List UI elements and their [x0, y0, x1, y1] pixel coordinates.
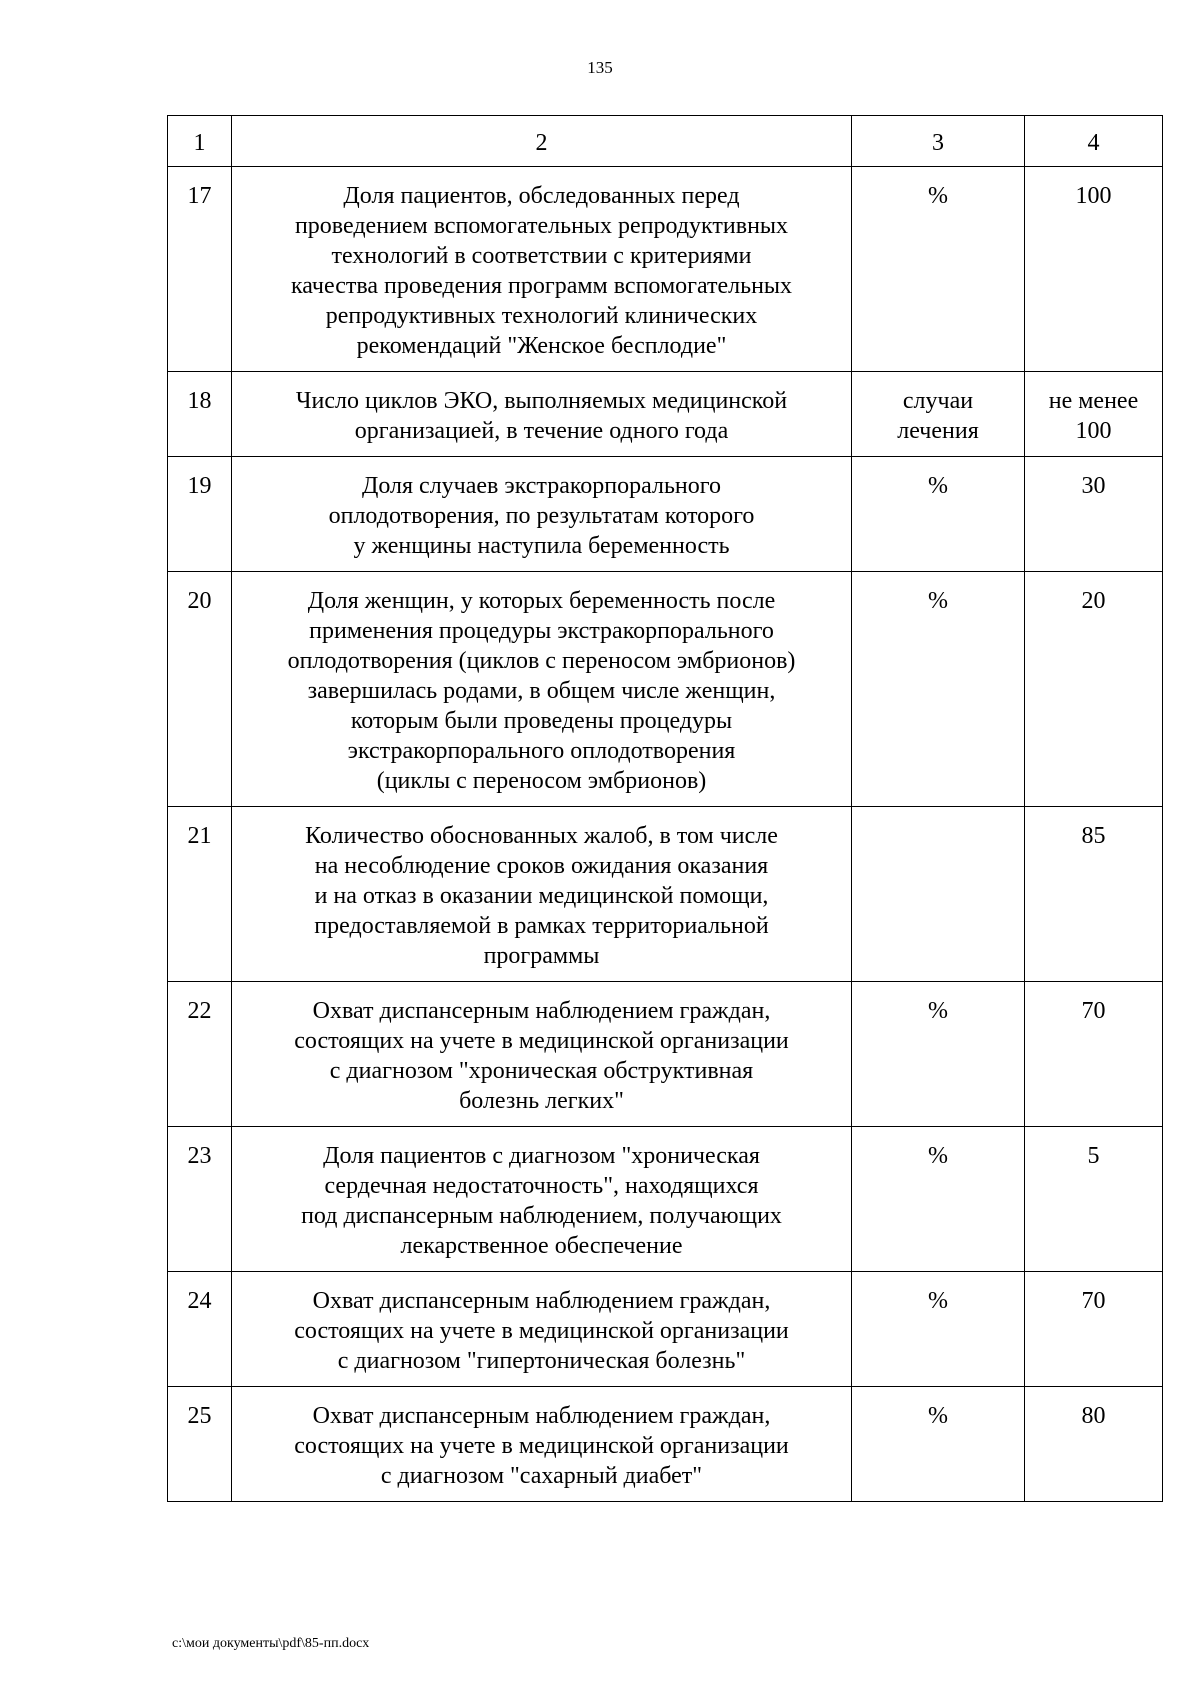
indicator-description-cell-line: экстракорпорального оплодотворения — [347, 738, 736, 764]
indicator-description-cell-line: с диагнозом "гипертоническая болезнь" — [337, 1348, 746, 1374]
indicators-table — [167, 115, 1163, 1502]
indicator-description-cell — [232, 1387, 852, 1502]
unit-cell — [852, 807, 1025, 982]
row-number-cell: 19 — [168, 457, 232, 572]
target-value-cell — [1025, 457, 1163, 572]
indicator-description-cell-line: Охват диспансерным наблюдением граждан, — [312, 1403, 771, 1429]
target-value-cell-line: 85 — [1081, 823, 1106, 849]
row-number-cell: 18 — [168, 372, 232, 457]
table-row — [168, 1272, 1163, 1387]
unit-cell — [852, 1127, 1025, 1272]
indicator-description-cell-line: завершилась родами, в общем числе женщин, — [307, 678, 776, 704]
indicator-description-cell-line: болезнь легких" — [459, 1088, 624, 1114]
table-row — [168, 1387, 1163, 1502]
unit-cell-line: % — [928, 588, 948, 614]
indicator-description-cell-line: Доля женщин, у которых беременность после — [307, 588, 776, 614]
table-row — [168, 457, 1163, 572]
unit-cell-line: % — [928, 473, 948, 499]
target-value-cell-line: 70 — [1081, 998, 1106, 1024]
indicator-description-cell — [232, 372, 852, 457]
indicator-description-cell-line: с диагнозом "хроническая обструктивная — [329, 1058, 754, 1084]
table-row — [168, 572, 1163, 807]
unit-cell-line: % — [928, 1288, 948, 1314]
unit-cell-line: % — [928, 1143, 948, 1169]
indicator-description-cell-line: состоящих на учете в медицинской организации — [294, 1318, 789, 1344]
header-col-3: 3 — [852, 116, 1025, 167]
table-row — [168, 167, 1163, 372]
indicator-description-cell-line: Доля пациентов, обследованных перед — [343, 183, 740, 209]
target-value-cell — [1025, 1272, 1163, 1387]
row-number-cell: 24 — [168, 1272, 232, 1387]
indicator-description-cell — [232, 1127, 852, 1272]
indicator-description-cell-line: применения процедуры экстракорпорального — [309, 618, 774, 644]
header-col-1: 1 — [168, 116, 232, 167]
table-row — [168, 1127, 1163, 1272]
indicator-description-cell-line: рекомендаций "Женское бесплодие" — [356, 333, 727, 359]
header-col-2: 2 — [232, 116, 852, 167]
unit-cell-line: % — [928, 183, 948, 209]
row-number-cell: 17 — [168, 167, 232, 372]
indicator-description-cell-line: предоставляемой в рамках территориальной — [314, 913, 769, 939]
target-value-cell-line: 5 — [1087, 1143, 1100, 1169]
target-value-cell — [1025, 982, 1163, 1127]
indicator-description-cell-line: качества проведения программ вспомогательных — [290, 273, 793, 299]
footer-file-path: c:\мои документы\pdf\85-пп.docx — [172, 1636, 370, 1651]
unit-cell-line: % — [928, 998, 948, 1024]
indicator-description-cell-line: у женщины наступила беременность — [353, 533, 730, 559]
indicator-description-cell — [232, 167, 852, 372]
indicator-description-cell-line: организацией, в течение одного года — [354, 418, 729, 444]
indicator-description-cell-line: Охват диспансерным наблюдением граждан, — [312, 998, 771, 1024]
indicator-description-cell-line: проведением вспомогательных репродуктивных — [294, 213, 789, 239]
indicator-description-cell-line: (циклы с переносом эмбрионов) — [376, 768, 707, 794]
indicator-description-cell-line: оплодотворения, по результатам которого — [328, 503, 755, 529]
indicator-description-cell-line: лекарственное обеспечение — [400, 1233, 683, 1259]
indicator-description-cell-line: с диагнозом "сахарный диабет" — [380, 1463, 703, 1489]
unit-cell — [852, 457, 1025, 572]
unit-cell — [852, 982, 1025, 1127]
target-value-cell — [1025, 372, 1163, 457]
target-value-cell — [1025, 572, 1163, 807]
target-value-cell-line: 100 — [1075, 418, 1112, 444]
unit-cell-line: % — [928, 1403, 948, 1429]
indicator-description-cell — [232, 457, 852, 572]
unit-cell — [852, 1272, 1025, 1387]
indicator-description-cell-line: и на отказ в оказании медицинской помощи, — [314, 883, 769, 909]
indicator-description-cell-line: Охват диспансерным наблюдением граждан, — [312, 1288, 771, 1314]
unit-cell — [852, 167, 1025, 372]
target-value-cell-line: 70 — [1081, 1288, 1106, 1314]
target-value-cell-line: 20 — [1081, 588, 1106, 614]
table-row — [168, 372, 1163, 457]
indicator-description-cell-line: Количество обоснованных жалоб, в том числе — [305, 823, 778, 849]
unit-cell-line: случаи — [902, 388, 974, 414]
row-number-cell: 23 — [168, 1127, 232, 1272]
row-number-cell: 21 — [168, 807, 232, 982]
indicator-description-cell-line: Доля случаев экстракорпорального — [361, 473, 721, 499]
indicator-description-cell-line: Число циклов ЭКО, выполняемых медицинской — [295, 388, 788, 414]
target-value-cell-line: 100 — [1075, 183, 1112, 209]
table-header-row — [168, 116, 1163, 167]
indicator-description-cell-line: оплодотворения (циклов с переносом эмбрионов) — [287, 648, 796, 674]
unit-cell-line: лечения — [897, 418, 979, 444]
target-value-cell — [1025, 167, 1163, 372]
indicator-description-cell-line: состоящих на учете в медицинской организации — [294, 1028, 789, 1054]
indicator-description-cell-line: на несоблюдение сроков ожидания оказания — [314, 853, 769, 879]
page-number: 135 — [587, 58, 613, 77]
indicator-description-cell-line: состоящих на учете в медицинской организации — [294, 1433, 789, 1459]
row-number-cell: 22 — [168, 982, 232, 1127]
indicator-description-cell — [232, 982, 852, 1127]
target-value-cell-line: 80 — [1081, 1403, 1106, 1429]
table-row — [168, 982, 1163, 1127]
indicator-description-cell-line: репродуктивных технологий клинических — [325, 303, 758, 329]
unit-cell — [852, 372, 1025, 457]
indicator-description-cell — [232, 1272, 852, 1387]
target-value-cell — [1025, 807, 1163, 982]
indicator-description-cell-line: под диспансерным наблюдением, получающих — [301, 1203, 782, 1229]
target-value-cell-line: 30 — [1081, 473, 1106, 499]
indicator-description-cell-line: сердечная недостаточность", находящихся — [324, 1173, 759, 1199]
target-value-cell-line: не менее — [1048, 388, 1139, 414]
indicator-description-cell-line: технологий в соответствии с критериями — [331, 243, 752, 269]
unit-cell — [852, 572, 1025, 807]
row-number-cell: 25 — [168, 1387, 232, 1502]
indicator-description-cell — [232, 572, 852, 807]
row-number-cell: 20 — [168, 572, 232, 807]
indicator-description-cell — [232, 807, 852, 982]
table-body — [168, 167, 1163, 1502]
indicator-description-cell-line: Доля пациентов с диагнозом "хроническая — [323, 1143, 760, 1169]
unit-cell — [852, 1387, 1025, 1502]
header-col-4: 4 — [1025, 116, 1163, 167]
indicator-description-cell-line: которым были проведены процедуры — [350, 708, 733, 734]
target-value-cell — [1025, 1387, 1163, 1502]
target-value-cell — [1025, 1127, 1163, 1272]
indicator-description-cell-line: программы — [483, 943, 600, 969]
table-row — [168, 807, 1163, 982]
